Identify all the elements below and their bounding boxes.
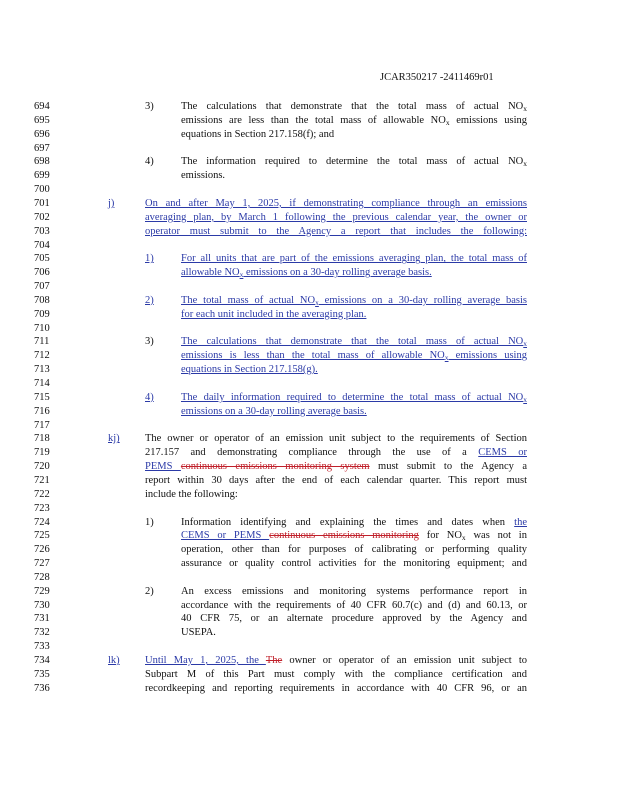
line-text — [145, 432, 527, 446]
document-line — [0, 405, 618, 419]
inserted-text: The total mass of actual NO — [181, 294, 316, 306]
inserted-text: x — [444, 353, 449, 363]
line-number: 724 — [34, 516, 50, 528]
line-number: 722 — [34, 488, 50, 500]
item-marker: lk) — [108, 655, 120, 666]
line-text — [145, 446, 527, 460]
deleted-text: The — [265, 655, 283, 666]
text-segment: The information required to determine the total mass of actual NO — [181, 156, 524, 168]
document-line — [0, 280, 618, 294]
text-segment: x — [523, 104, 527, 113]
line-number: 715 — [34, 391, 50, 403]
document-line — [0, 432, 618, 446]
document-line — [0, 474, 618, 488]
line-number: 705 — [34, 253, 50, 265]
text-segment: Information identifying and explaining the times and dates when — [181, 516, 515, 528]
document-line — [0, 252, 618, 266]
text-segment: 40 CFR 75, or an alternate procedure approved by the Agency and — [181, 613, 527, 625]
document-line — [0, 585, 618, 599]
line-text — [181, 128, 334, 142]
line-number: 707 — [34, 281, 50, 293]
line-number: 709 — [34, 308, 50, 320]
inserted-text: emissions is less than the total mass of allowable NO — [181, 350, 445, 362]
line-number: 703 — [34, 225, 50, 237]
inserted-text: emissions using — [448, 350, 527, 362]
inserted-text: emissions on a 30-day rolling average basis. — [243, 267, 432, 279]
item-marker: 4) — [145, 391, 154, 403]
deleted-text: continuous emissions monitoring — [269, 530, 419, 542]
inserted-text: x — [315, 297, 319, 307]
text-segment: operation, other than for purposes of calibrating or performing quality — [181, 544, 527, 556]
line-number: 713 — [34, 364, 50, 376]
line-number: 711 — [34, 336, 50, 348]
line-text — [181, 252, 527, 266]
line-text — [145, 488, 238, 502]
document-header — [380, 72, 494, 83]
line-text — [145, 225, 527, 239]
line-number: 731 — [34, 613, 50, 625]
inserted-text: For all units that are part of the emissions averaging plan, the total mass of — [181, 253, 527, 265]
text-segment: owner or operator of an emission unit subject to — [282, 655, 527, 666]
line-number: 712 — [34, 350, 50, 362]
inserted-text: for each unit included in the averaging plan. — [181, 308, 367, 320]
line-text — [181, 405, 367, 419]
text-segment: recordkeeping and reporting requirements in accordance with 40 CFR 96, or an — [145, 682, 527, 694]
line-text — [145, 668, 527, 682]
text-segment: The calculations that demonstrate that the total mass of actual NO — [181, 101, 524, 112]
line-number: 702 — [34, 211, 50, 223]
line-text — [181, 363, 318, 377]
line-number: 718 — [34, 433, 50, 445]
line-number: 710 — [34, 322, 50, 334]
inserted-text: CEMS or PEMS — [181, 530, 270, 542]
line-number: 698 — [34, 156, 50, 168]
text-segment: was not in — [465, 530, 527, 542]
document-line — [0, 640, 618, 654]
document-line — [0, 626, 618, 640]
document-line — [0, 599, 618, 613]
inserted-text: x — [523, 394, 527, 404]
inserted-text: x — [523, 339, 527, 349]
line-number: 695 — [34, 114, 50, 126]
text-segment: x — [461, 533, 466, 543]
inserted-text: allowable NO — [181, 267, 240, 279]
line-number: 732 — [34, 627, 50, 639]
line-number: 700 — [34, 184, 50, 196]
document-line — [0, 211, 618, 225]
line-number: 733 — [34, 641, 50, 653]
line-number: 720 — [34, 461, 50, 473]
item-marker: kj) — [108, 433, 120, 445]
text-segment: accordance with the requirements of 40 CFR 60.7(c) and (d) and 60.13, or — [181, 599, 527, 611]
text-segment: The owner or operator of an emission unit subject to the requirements of Section — [145, 433, 527, 445]
text-segment: x — [445, 117, 450, 127]
text-segment: assurance or quality control activities for the monitoring equipment; and — [181, 558, 527, 570]
text-segment: emissions using — [449, 114, 527, 126]
line-number: 719 — [34, 447, 50, 459]
line-number: 729 — [34, 585, 50, 597]
line-number: 726 — [34, 544, 50, 556]
item-marker: 2) — [145, 294, 154, 306]
document-line — [0, 612, 618, 626]
document-line — [0, 363, 618, 377]
inserted-text: x — [239, 270, 244, 280]
document-line — [0, 197, 618, 211]
line-text — [181, 599, 527, 613]
deleted-text: continuous emissions monitoring system — [180, 461, 370, 473]
line-number: 736 — [34, 682, 50, 694]
text-segment: Subpart M of this Part must comply with the compliance certification and — [145, 668, 527, 680]
item-marker: 2) — [145, 585, 154, 597]
line-number: 714 — [34, 378, 50, 389]
line-text — [181, 543, 527, 557]
document-revision: -2411469r01 — [437, 72, 494, 83]
text-segment: equations in Section 217.158(f); and — [181, 128, 335, 140]
line-text — [145, 654, 527, 668]
inserted-text: equations in Section 217.158(g). — [181, 364, 318, 376]
text-segment: emissions are less than the total mass of allowable NO — [181, 114, 446, 126]
document-line — [0, 239, 618, 253]
document-line — [0, 516, 618, 530]
document-line — [0, 183, 618, 197]
item-marker: 1) — [145, 516, 154, 528]
document-id: JCAR350217 — [380, 72, 438, 83]
line-number: 728 — [34, 571, 50, 583]
document-line — [0, 654, 618, 668]
line-text — [181, 585, 527, 599]
line-number: 723 — [34, 502, 50, 514]
document-line — [0, 502, 618, 516]
inserted-text: averaging plan, by March 1 following the previous calendar year, the owner or — [145, 211, 527, 223]
inserted-text: the — [514, 516, 527, 528]
document-line — [0, 557, 618, 571]
inserted-text: emissions on a 30-day rolling average basis — [318, 294, 527, 306]
text-segment: must submit to the Agency a — [369, 461, 527, 473]
line-text — [181, 557, 527, 571]
text-segment: report within 30 days after the end of each calendar quarter. This report must — [145, 474, 527, 486]
inserted-text: PEMS — [145, 461, 181, 473]
line-number: 701 — [34, 197, 50, 209]
line-number: 699 — [34, 170, 50, 182]
line-text — [181, 169, 225, 183]
line-number: 706 — [34, 267, 50, 279]
document-line — [0, 308, 618, 322]
document-line — [0, 294, 618, 308]
line-number: 734 — [34, 655, 50, 666]
line-text — [181, 612, 527, 626]
item-marker: 1) — [145, 253, 154, 265]
line-number: 697 — [34, 142, 50, 154]
document-line — [0, 266, 618, 280]
line-text — [181, 626, 216, 640]
line-number: 704 — [34, 239, 50, 251]
text-segment: x — [523, 159, 527, 169]
inserted-text: emissions on a 30-day rolling average basis. — [181, 405, 367, 417]
document-line — [0, 142, 618, 156]
line-text — [145, 460, 527, 474]
document-line — [0, 114, 618, 128]
text-segment: USEPA. — [181, 627, 216, 639]
line-number: 721 — [34, 474, 50, 486]
document-line — [0, 128, 618, 142]
document-line — [0, 682, 618, 696]
document-line — [0, 335, 618, 349]
document-line — [0, 155, 618, 169]
document-line — [0, 225, 618, 239]
document-line — [0, 529, 618, 543]
line-text — [181, 516, 527, 530]
document-line — [0, 322, 618, 336]
inserted-text: Until May 1, 2025, the — [145, 655, 266, 666]
document-line — [0, 446, 618, 460]
line-number: 735 — [34, 668, 50, 680]
line-number: 727 — [34, 558, 50, 570]
inserted-text: The daily information required to determine the total mass of actual NO — [181, 391, 524, 403]
line-number: 708 — [34, 294, 50, 306]
text-segment: 217.157 and demonstrating compliance through the use of a — [145, 447, 479, 459]
document-line — [0, 543, 618, 557]
line-text — [145, 197, 527, 211]
item-marker: 3) — [145, 101, 154, 112]
inserted-text: CEMS or — [478, 447, 527, 459]
inserted-text: The calculations that demonstrate that the total mass of actual NO — [181, 336, 524, 348]
text-segment: An excess emissions and monitoring systems performance report in — [181, 585, 527, 597]
inserted-text: On and after May 1, 2025, if demonstrating compliance through an emissions — [145, 197, 527, 209]
line-number: 694 — [34, 101, 50, 112]
document-line — [0, 668, 618, 682]
line-number: 730 — [34, 599, 50, 611]
line-number: 716 — [34, 405, 50, 417]
line-number: 696 — [34, 128, 50, 140]
line-text — [181, 308, 366, 322]
document-line — [0, 391, 618, 405]
line-text — [145, 211, 527, 225]
item-marker: 4) — [145, 156, 154, 168]
document-line — [0, 571, 618, 585]
text-segment: for NO — [418, 530, 462, 542]
document-line — [0, 419, 618, 433]
text-segment: include the following: — [145, 488, 238, 500]
line-text — [145, 682, 527, 696]
document-line — [0, 349, 618, 363]
line-number: 725 — [34, 530, 50, 542]
document-line — [0, 377, 618, 391]
line-number: 717 — [34, 419, 50, 431]
document-line — [0, 488, 618, 502]
document-line — [0, 169, 618, 183]
item-marker: j) — [108, 197, 115, 209]
line-text — [145, 474, 527, 488]
document-line — [0, 460, 618, 474]
inserted-text: operator must submit to the Agency a report that includes the following: — [145, 225, 527, 237]
item-marker: 3) — [145, 336, 154, 348]
document-line — [0, 100, 618, 114]
text-segment: emissions. — [181, 170, 226, 182]
